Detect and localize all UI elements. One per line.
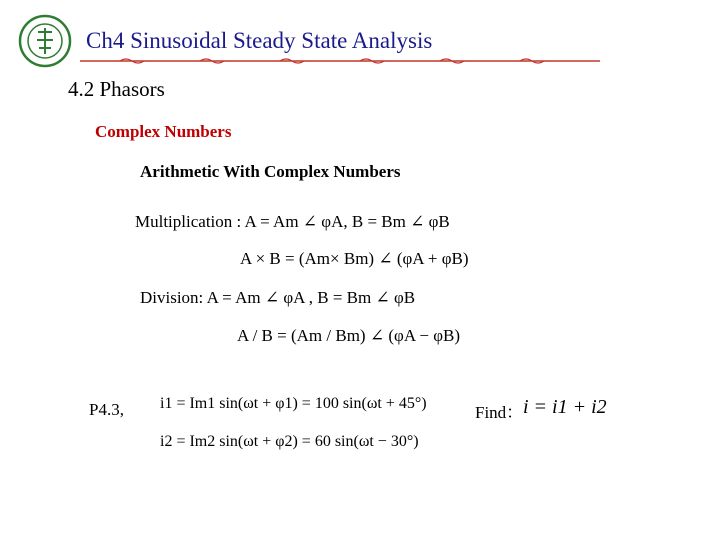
current-i1-formula: i1 = Im1 sin(ωt + φ1) = 100 sin(ωt + 45°) [160,395,427,412]
section-title: 4.2 Phasors [68,77,165,101]
multiplication-result: A × B = (Am× Bm) ∠ (φA + φB) [240,249,469,268]
title-underline [80,56,600,66]
current-i2-formula: i2 = Im2 sin(ωt + φ2) = 60 sin(ωt − 30°) [160,433,419,450]
slide-title: Ch4 Sinusoidal Steady State Analysis [86,28,433,53]
multiplication-equation: Multiplication : A = Am ∠ φA, B = Bm ∠ φB [135,212,450,231]
topic-heading: Arithmetic With Complex Numbers [140,162,401,181]
find-expression: i = i1 + i2 [523,396,607,418]
division-result: A / B = (Am / Bm) ∠ (φA − φB) [237,326,461,345]
division-equation: Division: A = Am ∠ φA , B = Bm ∠ φB [140,288,416,307]
problem-label: P4.3, [89,400,124,419]
section-subtitle: Complex Numbers [95,122,232,141]
find-label: Find： [475,403,524,422]
university-logo-icon [18,14,72,68]
